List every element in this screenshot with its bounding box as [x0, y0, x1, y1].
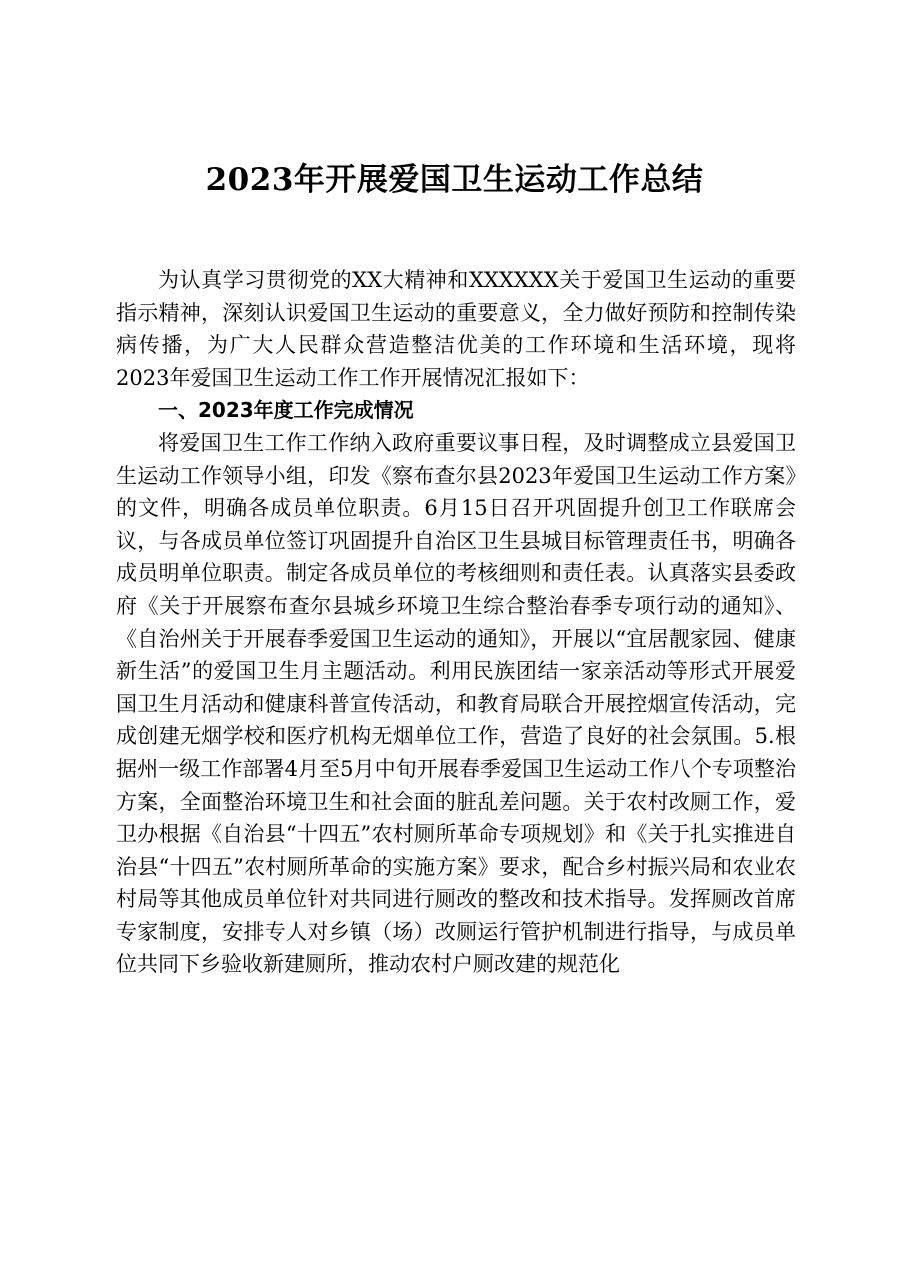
section-paragraph: 将爱国卫生工作工作纳入政府重要议事日程，及时调整成立县爱国卫生运动工作领导小组，印发《察布查尔县2023年爱国卫生运动工作方案》的文件，明确各成员单位职责。6月15日召开巩固提升创卫工作联席会议，与各成员单位签订巩固提升自治区卫生县城目标管理责任书，明确各成员明单位职责。制定各成员单位的考核细则和责任表。认真落实县委政府《关于开展察布查尔县城乡环境卫生综合整治春季专项行动的通知》、《自治州关于开展春季爱国卫生运动的通知》，开展以“宜居靓家园、健康新生活”的爱国卫生月主题活动。利用民族团结一家亲活动等形式开展爱国卫生月活动和健康科普宣传活动，和教育局联合开展控烟宣传活动，完成创建无烟学校和医疗机构无烟单位工作，营造了良好的社会氛围。5.根据州一级工作部署4月至5月中旬开展春季爱国卫生运动工作八个专项整治方案，全面整治环境卫生和社会面的脏乱差问题。关于农村改厕工作，爱卫办根据《自治县“十四五”农村厕所革命专项规划》和《关于扎实推进自治县“十四五”农村厕所革命的实施方案》要求，配合乡村振兴局和农业农村局等其他成员单位针对共同进行厕改的整改和技术指导。发挥厕改首席专家制度，安排专人对乡镇（场）改厕运行管护机制进行指导，与成员单位共同下乡验收新建厕所，推动农村户厕改建的规范化 — [116, 430, 796, 977]
document-title: 2023年开展爱国卫生运动工作总结 — [205, 162, 704, 198]
document-body — [116, 264, 796, 981]
intro-paragraph: 为认真学习贯彻党的XX大精神和XXXXXX关于爱国卫生运动的重要指示精神，深刻认识爱国卫生运动的重要意义，全力做好预防和控制传染病传播，为广大人民群众营造整洁优美的工作环境和生活环境，现将2023年爱国卫生运动工作工作开展情况汇报如下： — [116, 268, 796, 390]
section-heading: 一、2023年度工作完成情况 — [158, 398, 414, 423]
